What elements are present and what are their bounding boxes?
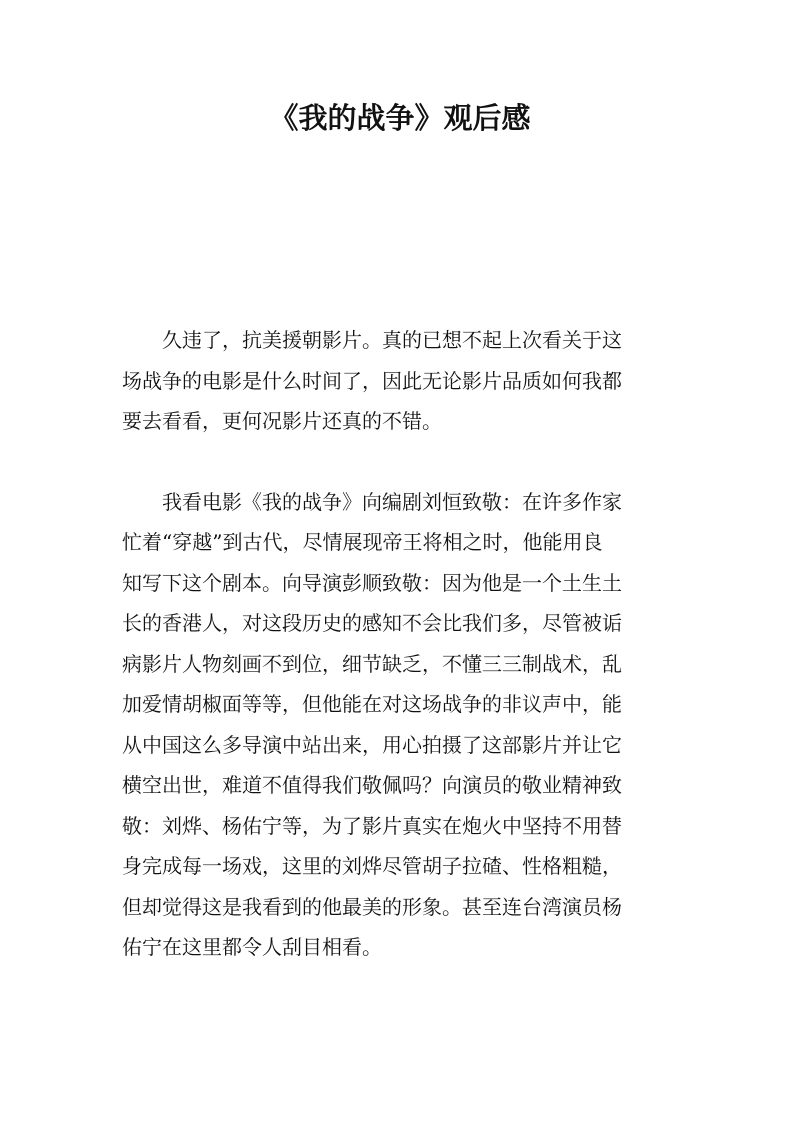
paragraph-line: 要去看看，更何况影片还真的不错。: [122, 409, 442, 433]
paragraph-line: 久违了，抗美援朝影片。真的已想不起上次看关于这: [162, 328, 622, 352]
document-title: 《我的战争》观后感: [269, 101, 531, 135]
document-body: [122, 320, 670, 968]
paragraph-line: 敬：刘烨、杨佑宁等，为了影片真实在炮火中坚持不用替: [122, 813, 622, 838]
paragraph-line: 身完成每一场戏，这里的刘烨尽管胡子拉碴、性格粗糙，: [122, 854, 622, 878]
paragraph-line: 忙着“穿越”到古代，尽情展现帝王将相之时，他能用良: [122, 530, 603, 554]
paragraph-line: 但却觉得这是我看到的他最美的形象。甚至连台湾演员杨: [122, 894, 622, 919]
paragraph-line: 我看电影《我的战争》向编剧刘恒致敬：在许多作家: [162, 489, 622, 514]
paragraph-line: 横空出世，难道不值得我们敬佩吗？向演员的敬业精神致: [122, 773, 622, 797]
paragraph-1: [122, 320, 670, 442]
paragraph-line: 知写下这个剧本。向导演彭顺致敬：因为他是一个土生土: [122, 570, 622, 595]
paragraph-line: 长的香港人，对这段历史的感知不会比我们多，尽管被诟: [122, 611, 622, 635]
paragraph-line: 场战争的电影是什么时间了，因此无论影片品质如何我都: [122, 368, 622, 393]
paragraph-line: 病影片人物刻画不到位，细节缺乏，不懂三三制战术，乱: [122, 651, 622, 676]
paragraph-line: 加爱情胡椒面等等，但他能在对这场战争的非议声中，能: [122, 692, 622, 716]
paragraph-line: 从中国这么多导演中站出来，用心拍摄了这部影片并让它: [122, 732, 622, 757]
paragraph-line: 佑宁在这里都令人刮目相看。: [122, 935, 382, 959]
paragraph-2: [122, 482, 670, 968]
